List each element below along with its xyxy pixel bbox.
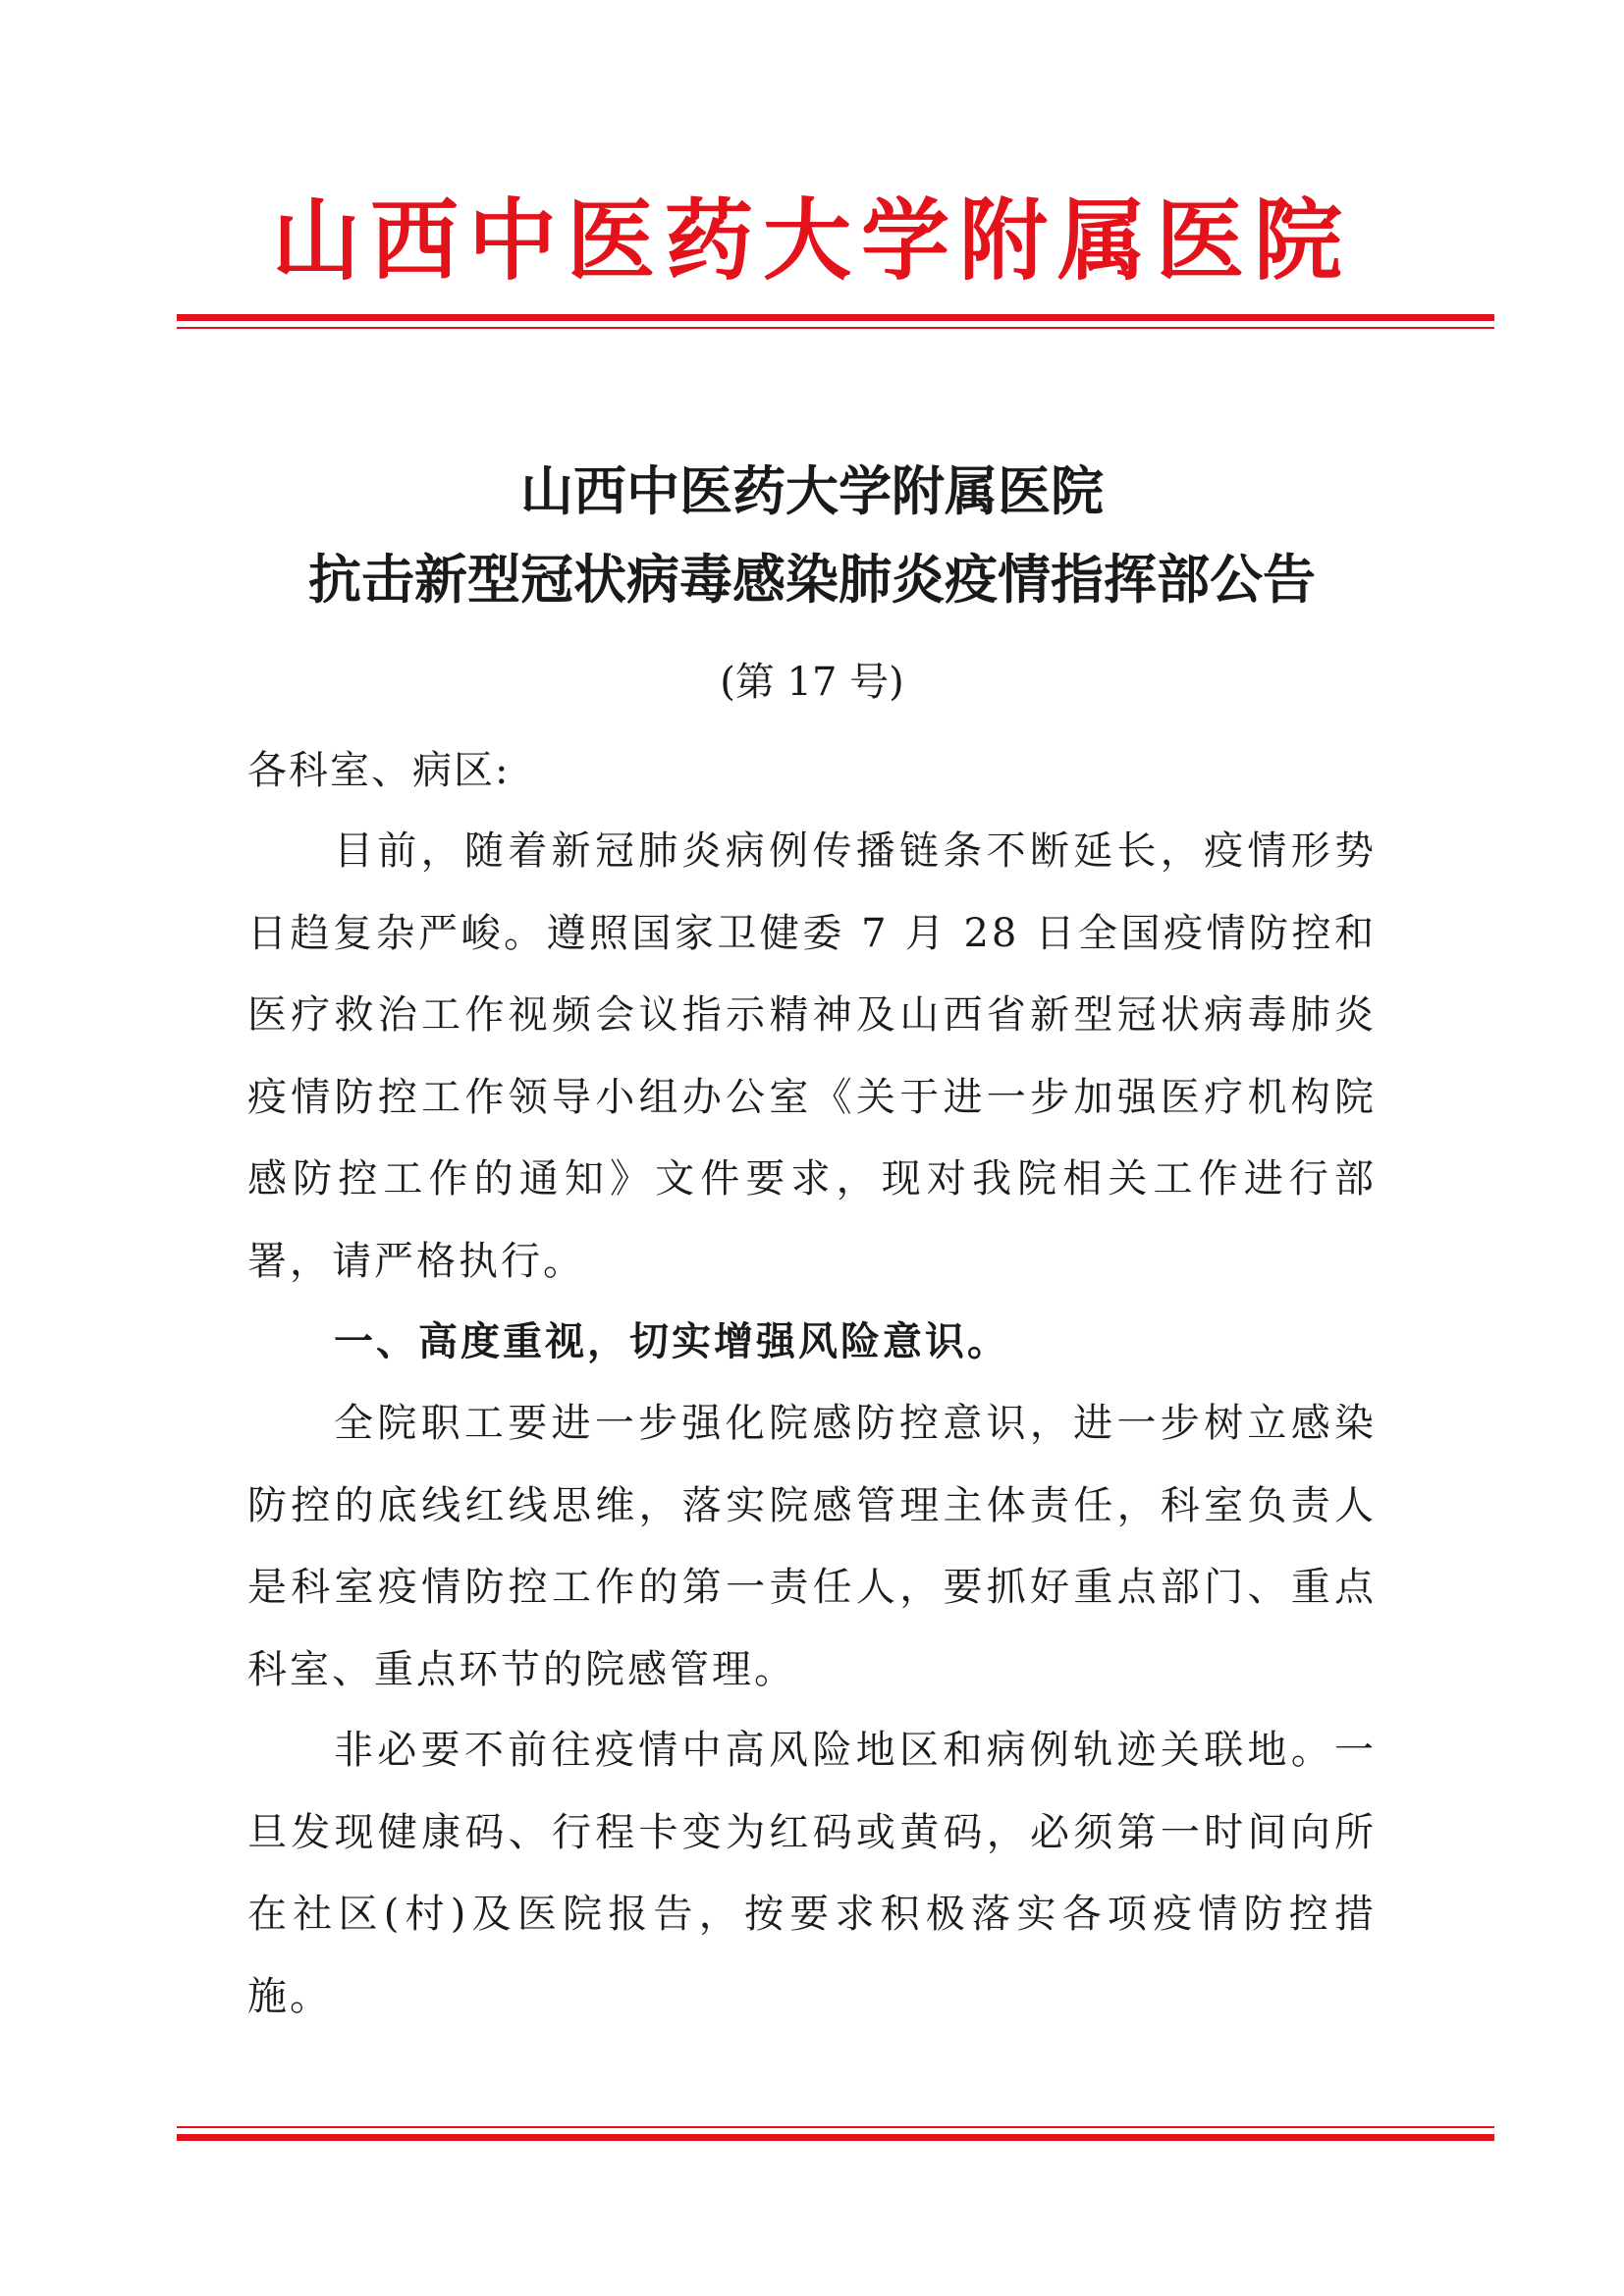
letterhead-rule-thick — [177, 314, 1494, 321]
document-title-line1: 山西中医药大学附属医院 — [520, 459, 1104, 522]
letterhead-org-name: 山西中医药大学附属医院 — [272, 188, 1352, 293]
document-title-line2: 抗击新型冠状病毒感染肺炎疫情指挥部公告 — [308, 548, 1316, 611]
letterhead-rule-thin — [177, 327, 1494, 329]
salutation: 各科室、病区: — [247, 748, 511, 793]
footer-rule-thick — [177, 2134, 1494, 2141]
footer-rule-thin — [177, 2126, 1494, 2128]
section-heading: 一、高度重视，切实增强风险意识。 — [334, 1319, 1009, 1364]
body-paragraph: 全院职工要进一步强化院感防控意识，进一步树立感染防控的底线红线思维，落实院感管理主体责任，科室负责人是科室疫情防控工作的第一责任人，要抓好重点部门、重点科室、重点环节的院感管理。 — [247, 1401, 1377, 1692]
body-paragraph: 非必要不前往疫情中高风险地区和病例轨迹关联地。一旦发现健康码、行程卡变为红码或黄码，必须第一时间向所在社区(村)及医院报告，按要求积极落实各项疫情防控措施。 — [247, 1728, 1377, 2019]
body-paragraph: 目前，随着新冠肺炎病例传播链条不断延长，疫情形势日趋复杂严峻。遵照国家卫健委 7 月 28 日全国疫情防控和医疗救治工作视频会议指示精神及山西省新型冠状病毒肺炎疫情防控工作领导小组办公室《关于进一步加强医疗机构院感防控工作的通知》文件要求，现对我院相关工作进行部署，请严格执行。 — [247, 828, 1377, 1284]
issue-number: (第 17 号) — [720, 660, 904, 705]
